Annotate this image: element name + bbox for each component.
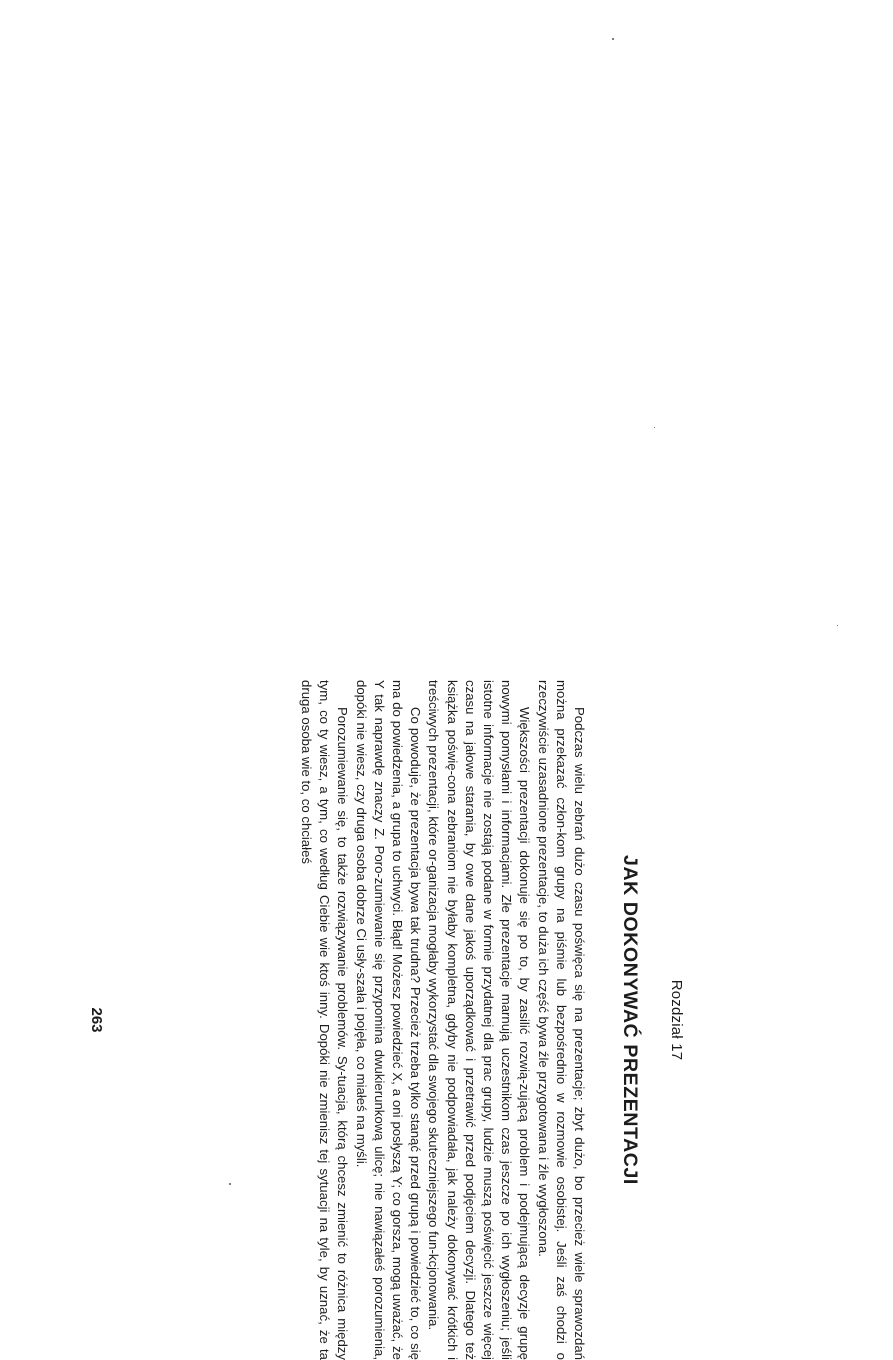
scan-speck — [612, 38, 614, 40]
rotated-page — [75, 680, 685, 1360]
scan-speck — [229, 1183, 231, 1185]
paragraph: Co powoduje, że prezentacja bywa tak trudna? Przecież trzeba tylko stanąć przed grupą i powiedzieć to, co się ma do powiedzenia, a grupa to uchwyci. Błąd! Możesz powiedzieć X, a oni posłyszą Y; co gorsza, mogą uważać, że Y tak naprawdę znaczy Z. Poro-zumiewanie się przypomina dwukierunkową ulicę; nie nawiązałeś porozumienia, dopóki nie wiesz, czy druga osoba dobrze Ci usły-szała i pojęła, co miałeś na myśli. — [353, 680, 424, 1360]
scan-speck — [837, 625, 838, 626]
chapter-title: JAK DOKONYWAĆ PREZENTACJI — [619, 855, 641, 1185]
chapter-label: Rozdział 17 — [668, 979, 685, 1061]
body-text — [297, 680, 588, 1360]
paragraph: Porozumiewanie się, to także rozwiązywanie problemów. Sy-tuacja, którą chcesz zmienić to różnica między tym, co ty wiesz, a tym, co według Ciebie wie ktoś inny. Dopóki nie zmienisz tej sytuacji na tyle, by uznać, że ta druga osoba wie to, co chciałeś — [298, 680, 351, 1360]
paragraph: Większości prezentacji dokonuje się po to, by zasilić rozwią-zującą problem i podejmującą decyzje grupę nowymi pomysłami i informacjami. Złe prezentacje marnują uczestnikom czas jeszcze po ich wygłoszeniu; jeśli istotne informacje nie zostają podane w formie przydatnej dla prac grupy, ludzie muszą poświęcić jeszcze więcej czasu na jałowe starania, by owe dane jakoś uporządkować i przetrawić przed podjęciem decyzji. Dlatego też książka poświę-cona zebraniom nie byłaby kompletna, gdyby nie podpowiadała, jak należy dokonywać krótkich i treściwych prezentacji, które or-ganizacja mogłaby wykorzystać dla swojego skuteczniejszego fun-kcjonowania. — [426, 680, 533, 1360]
paragraph: Podczas wielu zebrań dużo czasu poświęca się na prezentacje; zbyt dużo, bo przecież wiele sprawozdań można przekazać człon-kom grupy na piśmie lub bezpośrednio w rozmowie osobistej. Jeśli zaś chodzi o rzeczywiście uzasadnione prezentacje, to duża ich część bywa źle przygotowana i źle wygłoszona. — [535, 680, 587, 1360]
scan-speck — [654, 427, 655, 428]
page-number: 263 — [88, 1007, 105, 1033]
